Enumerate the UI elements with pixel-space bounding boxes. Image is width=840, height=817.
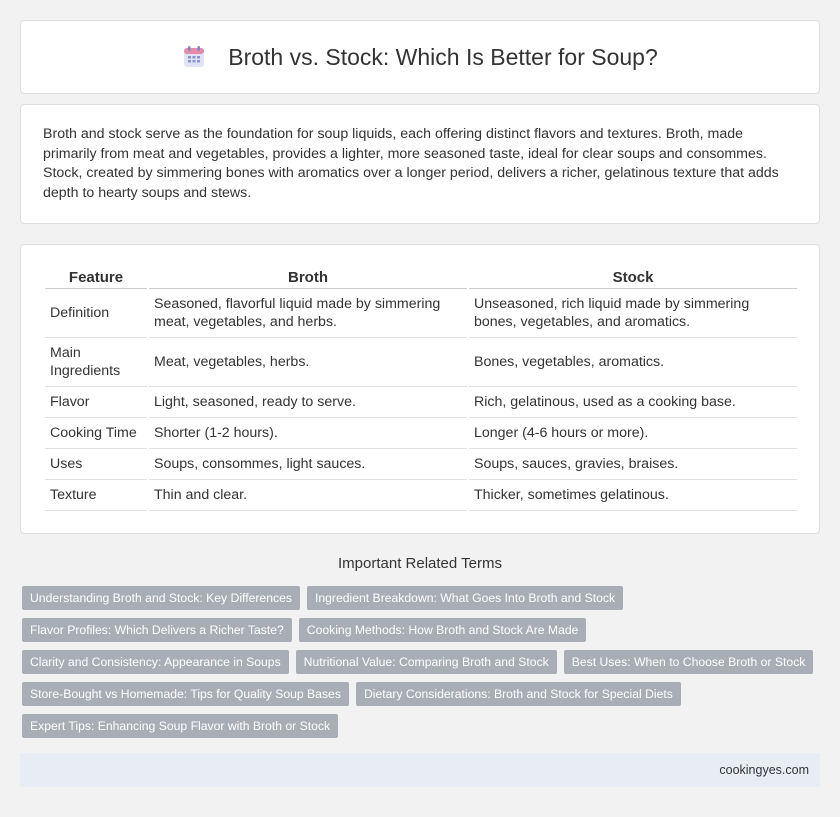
table-cell: Uses [45,449,147,480]
table-cell: Unseasoned, rich liquid made by simmering bones, vegetables, and aromatics. [469,289,797,338]
footer [20,753,820,787]
table-row [45,387,797,418]
table-header-row [45,267,797,289]
table-cell: Seasoned, flavorful liquid made by simmering meat, vegetables, and herbs. [149,289,467,338]
related-term-tag[interactable]: Clarity and Consistency: Appearance in Soups [22,650,289,674]
table-row [45,480,797,511]
related-term-tag[interactable]: Dietary Considerations: Broth and Stock for Special Diets [356,682,681,706]
related-term-tag[interactable]: Ingredient Breakdown: What Goes Into Broth and Stock [307,586,623,610]
table-cell: Texture [45,480,147,511]
table-cell: Soups, consommes, light sauces. [149,449,467,480]
footer-site-link[interactable]: cookingyes.com [719,763,809,777]
table-cell: Rich, gelatinous, used as a cooking base. [469,387,797,418]
intro-text: Broth and stock serve as the foundation for soup liquids, each offering distinct flavors and textures. Broth, made primarily from meat and vegetables, provides a lighter, more seasoned taste, ideal for clear soups and consommes. Stock, created by simmering bones with aromatics over a longer period, delivers a richer, gelatinous texture that adds depth to hearty soups and stews. [43,126,779,201]
related-term-tag[interactable]: Flavor Profiles: Which Delivers a Richer Taste? [22,618,292,642]
title-card [20,20,820,94]
table-cell: Main Ingredients [45,338,147,387]
table-cell: Thicker, sometimes gelatinous. [469,480,797,511]
table-row [45,338,797,387]
header-stock: Stock [469,267,797,289]
related-term-tag[interactable]: Nutritional Value: Comparing Broth and Stock [296,650,557,674]
table-cell: Definition [45,289,147,338]
page-title: Broth vs. Stock: Which Is Better for Soup? [228,43,658,70]
table-row [45,418,797,449]
table-cell: Bones, vegetables, aromatics. [469,338,797,387]
related-term-tag[interactable]: Expert Tips: Enhancing Soup Flavor with Broth or Stock [22,714,338,738]
related-term-tag[interactable]: Understanding Broth and Stock: Key Differences [22,586,300,610]
header-broth: Broth [149,267,467,289]
table-cell: Soups, sauces, gravies, braises. [469,449,797,480]
table-cell: Light, seasoned, ready to serve. [149,387,467,418]
table-row [45,289,797,338]
table-cell: Flavor [45,387,147,418]
header-feature: Feature [45,267,147,289]
related-term-tag[interactable]: Best Uses: When to Choose Broth or Stock [564,650,814,674]
table-cell: Thin and clear. [149,480,467,511]
table-cell: Shorter (1-2 hours). [149,418,467,449]
table-cell: Meat, vegetables, herbs. [149,338,467,387]
table-cell: Cooking Time [45,418,147,449]
table-cell: Longer (4-6 hours or more). [469,418,797,449]
intro-card [20,104,820,224]
related-term-tag[interactable]: Store-Bought vs Homemade: Tips for Quality Soup Bases [22,682,349,706]
table-row [45,449,797,480]
calendar-icon [182,45,206,69]
comparison-table-card [20,244,820,534]
related-terms-heading: Important Related Terms [338,555,502,572]
comparison-table [43,267,799,511]
related-terms-list [22,586,818,746]
related-term-tag[interactable]: Cooking Methods: How Broth and Stock Are Made [299,618,587,642]
